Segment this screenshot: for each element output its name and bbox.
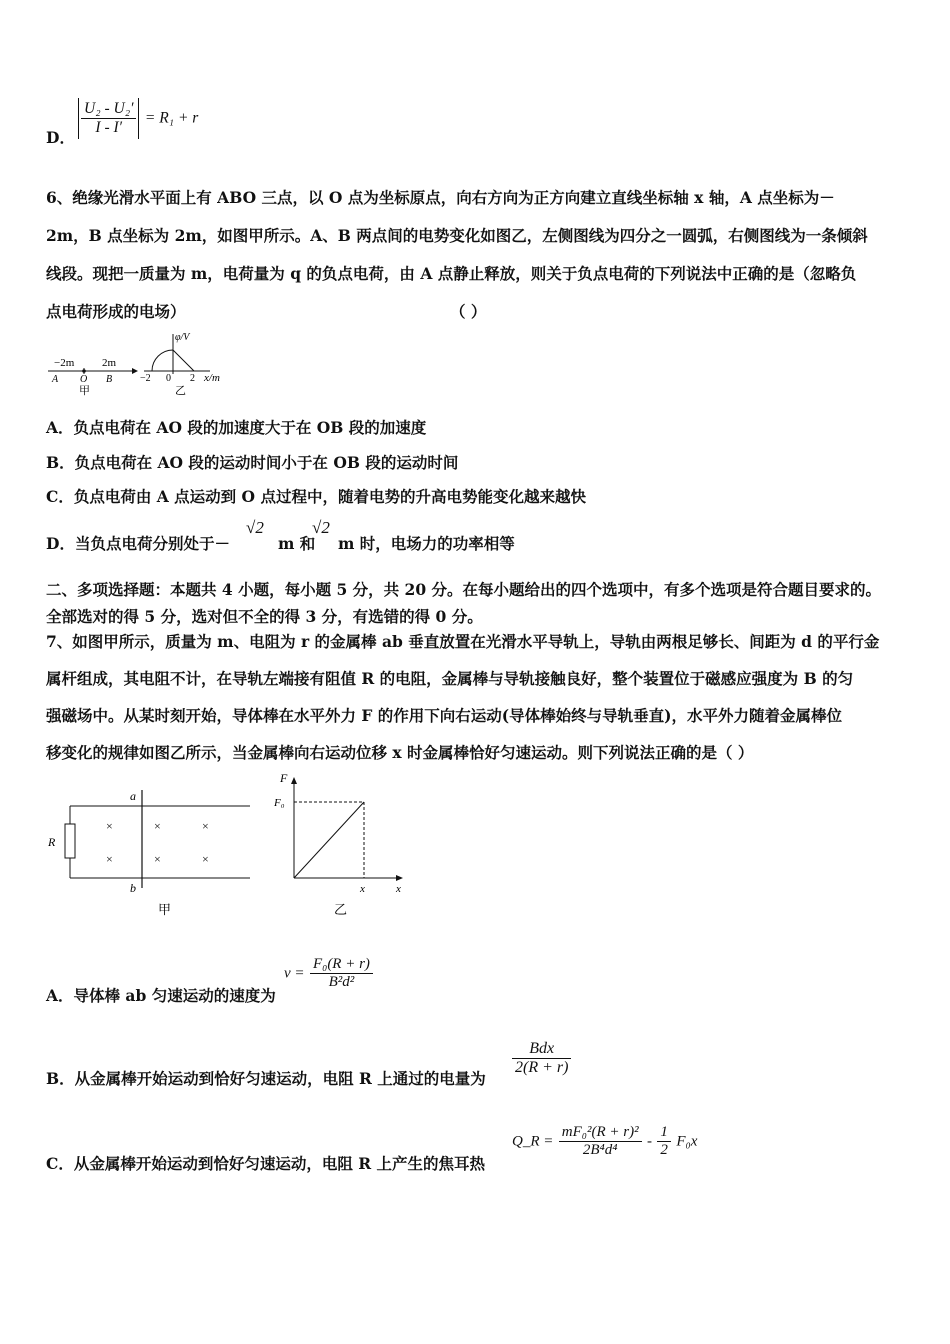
q6-jia-left-label: −2m <box>54 357 75 369</box>
q7-stem-line-3: 强磁场中。从某时刻开始，导体棒在水平外力 F 的作用下向右运动(导体棒始终与导轨垂直)，水平外力随着金属棒位 <box>46 706 842 725</box>
q7-stem-line-2: 属杆组成，其电阻不计，在导轨左端接有阻值 R 的电阻，金属棒与导轨接触良好，整个装置位于磁感应强度为 B 的匀 <box>46 669 854 688</box>
q6-option-b: B．负点电荷在 AO 段的运动时间小于在 OB 段的运动时间 <box>46 453 459 472</box>
q7-option-c-half-num: 1 <box>657 1124 671 1142</box>
q5-option-d-formula <box>78 98 198 139</box>
q6-jia-a: A <box>52 374 59 385</box>
q7-option-a-lhs: v = <box>284 965 305 982</box>
q6-stem-line-3: 线段。现把一质量为 m，电荷量为 q 的负点电荷，由 A 点静止释放，则关于负点电荷的下列说法中正确的是（忽略负 <box>46 264 857 283</box>
q7-field-cross: × <box>154 819 161 833</box>
q6-answer-paren: （ ） <box>450 302 487 321</box>
q5-frac-rhs: = R₁ + r <box>144 109 199 127</box>
q6-jia-right-label: 2m <box>102 357 117 369</box>
q7-option-c-half <box>657 1124 671 1159</box>
q6-figure <box>44 328 244 398</box>
q5-option-d-label: D． <box>46 128 75 147</box>
q7-yi-x-tick: x <box>360 883 365 895</box>
q7-resistor-label: R <box>48 835 56 849</box>
q7-figure-jia <box>44 784 259 919</box>
q6-option-d-pre: D．当负点电荷分别处于－ <box>46 534 230 553</box>
q7-option-c-half-den: 2 <box>660 1142 668 1158</box>
q5-abs-fraction <box>81 100 136 137</box>
q6-stem-line-2: 2m，B 点坐标为 2m，如图甲所示。A、B 两点间的电势变化如图乙，左侧图线为四分之一圆弧，右侧图线为一条倾斜 <box>46 226 868 245</box>
q7-rod-b-label: b <box>130 881 136 895</box>
q7-option-b-den: 2(R + r) <box>515 1059 569 1076</box>
q7-field-cross: × <box>202 852 209 866</box>
q7-yi-x-arrow <box>396 875 403 881</box>
q7-field-cross: × <box>154 852 161 866</box>
q7-yi-f0-label: F₀ <box>274 797 285 809</box>
q7-option-c-fraction <box>559 1124 642 1159</box>
q7-option-b-formula <box>512 1040 571 1077</box>
q5-frac-num: U₂ - U₂′ <box>81 100 136 119</box>
q6-option-d-sqrt-1: √2 <box>246 518 264 537</box>
q6-jia-o: O <box>80 374 88 385</box>
q6-jia-caption: 甲 <box>79 385 90 397</box>
q6-jia-arrow <box>132 368 138 374</box>
q7-option-b-num: Bdx <box>512 1040 571 1059</box>
q7-jia-caption: 甲 <box>158 902 172 917</box>
q6-yi-tick-m2: −2 <box>140 373 151 384</box>
q7-yi-caption: 乙 <box>334 902 348 917</box>
q7-yi-x-label: x <box>396 883 401 895</box>
q6-option-d-mid: m 和 <box>278 534 316 553</box>
q7-option-c-formula <box>512 1124 697 1159</box>
q7-field-cross: × <box>106 852 113 866</box>
q7-yi-f-label: F <box>280 771 288 785</box>
section-2-line-1: 二、多项选择题：本题共 4 小题，每小题 5 分，共 20 分。在每小题给出的四个选项中，有多个选项是符合题目要求的。 <box>46 580 882 599</box>
q7-option-a-num: F₀(R + r) <box>310 956 373 974</box>
q6-option-a: A．负点电荷在 AO 段的加速度大于在 OB 段的加速度 <box>46 418 427 437</box>
q6-jia-b: B <box>106 374 113 385</box>
section-2-line-2: 全部选对的得 5 分，选对但不全的得 3 分，有选错的得 0 分。 <box>46 607 483 626</box>
q7-option-a-den: B²d² <box>328 974 355 990</box>
q6-yi-caption: 乙 <box>175 385 186 397</box>
q7-stem-line-4: 移变化的规律如图乙所示，当金属棒向右运动位移 x 时金属棒恰好匀速运动。则下列说法正确的是（ ） <box>46 743 754 762</box>
q6-yi-phi: φ/V <box>175 332 190 343</box>
q6-option-c: C．负点电荷由 A 点运动到 O 点过程中，随着电势的升高电势能变化越来越快 <box>46 487 586 506</box>
q6-option-d-sqrt-2: √2 <box>312 518 330 537</box>
q7-option-b-fraction <box>512 1040 571 1077</box>
q7-option-c-lhs: Q_R = <box>512 1133 554 1150</box>
q7-rod-a-label: a <box>130 789 136 803</box>
q6-stem-line-4: 点电荷形成的电场） <box>46 302 186 321</box>
q7-option-a-fraction <box>310 956 373 991</box>
q6-option-d-post: m 时，电场力的功率相等 <box>338 534 515 553</box>
q7-yi-line <box>294 802 364 878</box>
q6-stem-line-1: 6、绝缘光滑水平面上有 ABO 三点，以 O 点为坐标原点，向右方向为正方向建立直线坐标轴 x 轴，A 点坐标为－ <box>46 188 835 207</box>
q7-yi-y-arrow <box>291 777 297 784</box>
q6-jia-point-o <box>82 369 86 373</box>
q6-yi-tick-0: 0 <box>166 373 171 384</box>
q7-option-c-tail: F₀x <box>676 1133 698 1150</box>
q7-option-a-text: A．导体棒 ab 匀速运动的速度为 <box>46 986 276 1005</box>
q7-option-b-text: B．从金属棒开始运动到恰好匀速运动，电阻 R 上通过的电量为 <box>46 1069 486 1088</box>
q7-field-cross: × <box>106 819 113 833</box>
q7-figure-yi <box>270 768 415 918</box>
q7-option-a-formula <box>284 956 373 991</box>
q7-option-c-den: 2B⁴d⁴ <box>582 1142 618 1158</box>
q7-stem-line-1: 7、如图甲所示，质量为 m、电阻为 r 的金属棒 ab 垂直放置在光滑水平导轨上，导轨由两根足够长、间距为 d 的平行金 <box>46 632 880 651</box>
q6-yi-tick-2: 2 <box>190 373 195 384</box>
q7-field-cross: × <box>202 819 209 833</box>
q7-option-c-num: mF₀²(R + r)² <box>559 1124 642 1142</box>
q7-resistor <box>65 824 75 858</box>
q5-frac-den: I - I′ <box>95 119 123 136</box>
q7-option-c-text: C．从金属棒开始运动到恰好匀速运动，电阻 R 上产生的焦耳热 <box>46 1154 486 1173</box>
q6-yi-xlabel: x/m <box>204 372 220 384</box>
q7-option-c-minus: - <box>647 1133 653 1150</box>
